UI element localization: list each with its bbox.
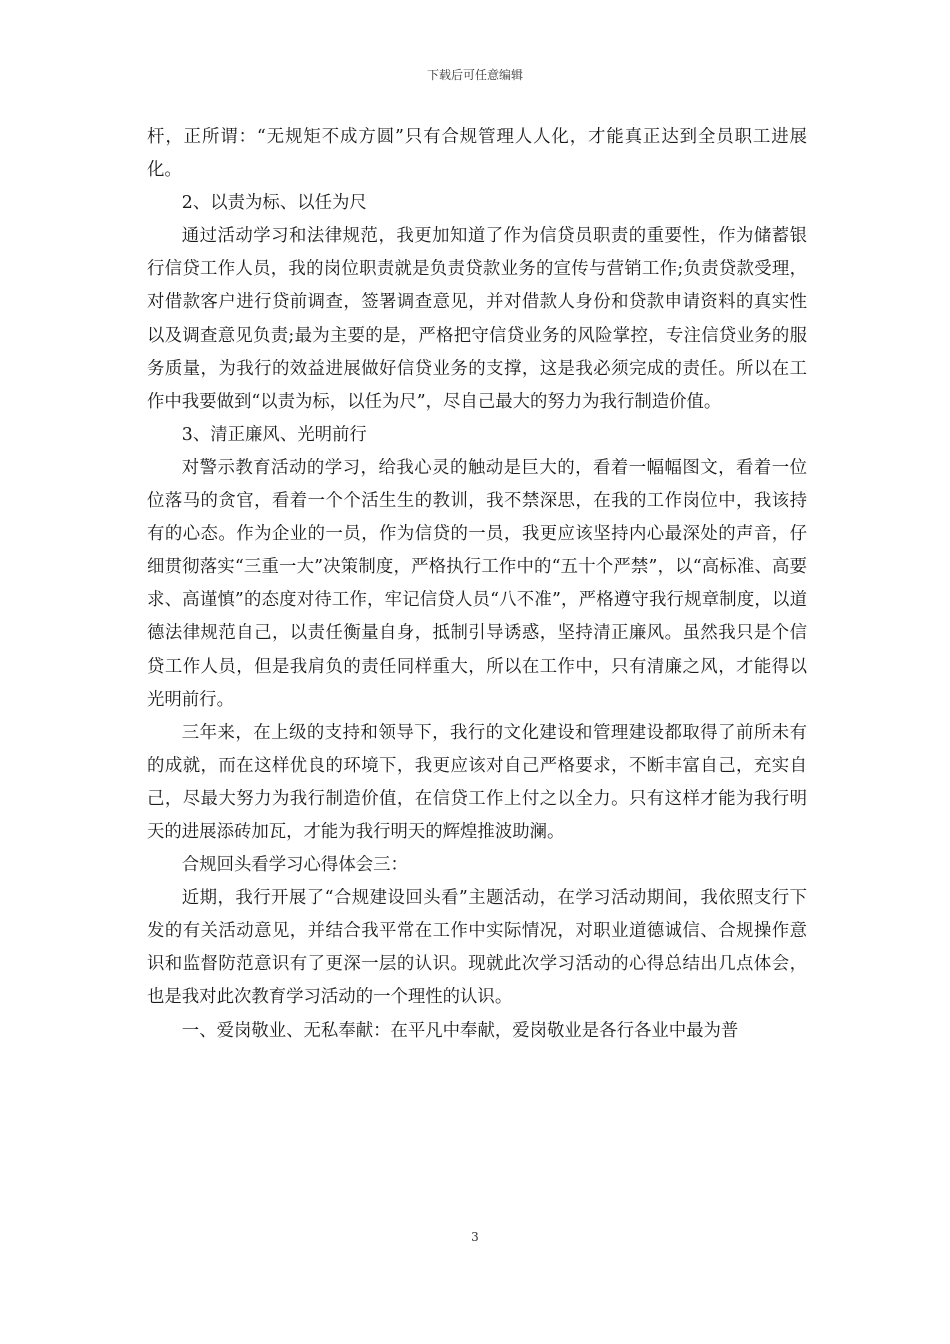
paragraph: 杆，正所谓：“无规矩不成方圆”只有合规管理人人化，才能真正达到全员职工进展化。: [147, 127, 807, 181]
paragraph: 通过活动学习和法律规范，我更加知道了作为信贷员职责的重要性，作为储蓄银行信贷工作人员，我的岗位职责就是负责贷款业务的宣传与营销工作;负责贷款受理，对借款客户进行贷前调查，签署调查意见，并对借款人身份和贷款申请资料的真实性以及调查意见负责;最为主要的是，严格把守信贷业务的风险掌控，专注信贷业务的服务质量，为我行的效益进展做好信贷业务的支撑，这是我必须完成的责任。所以在工作中我要做到“以责为标，以任为尺”，尽自己最大的努力为我行制造价值。: [147, 226, 807, 412]
page-number: 3: [471, 1230, 479, 1244]
paragraph: 对警示教育活动的学习，给我心灵的触动是巨大的，看着一幅幅图文，看着一位位落马的贪官，看着一个个活生生的教训，我不禁深思，在我的工作岗位中，我该持有的心态。作为企业的一员，作为信贷的一员，我更应该坚持内心最深处的声音，仔细贯彻落实“三重一大”决策制度，严格执行工作中的“五十个严禁”，以“高标准、高要求、高谨慎”的态度对待工作，牢记信贷人员“八不准”，严格遵守我行规章制度，以道德法律规范自己，以责任衡量自身，抵制引导诱惑，坚持清正廉风。虽然我只是个信贷工作人员，但是我肩负的责任同样重大，所以在工作中，只有清廉之风，才能得以光明前行。: [147, 457, 807, 710]
section-heading: 合规回头看学习心得体会三：: [181, 855, 408, 876]
document-body: [147, 121, 807, 1048]
section-heading: 2、以责为标、以任为尺: [181, 193, 367, 214]
page-header: 下载后可任意编辑: [426, 68, 523, 82]
paragraph: 近期，我行开展了“合规建设回头看”主题活动，在学习活动期间，我依照支行下发的有关活动意见，并结合我平常在工作中实际情况，对职业道德诚信、合规操作意识和监督防范意识有了更深一层的认识。现就此次学习活动的心得总结出几点体会，也是我对此次教育学习活动的一个理性的认识。: [147, 888, 807, 1008]
paragraph: 三年来，在上级的支持和领导下，我行的文化建设和管理建设都取得了前所未有的成就，而在这样优良的环境下，我更应该对自己严格要求，不断丰富自己，充实自己，尽最大努力为我行制造价值，在信贷工作上付之以全力。只有这样才能为我行明天的进展添砖加瓦，才能为我行明天的辉煌推波助澜。: [147, 722, 807, 842]
paragraph: 一、爱岗敬业、无私奉献：在平凡中奉献，爱岗敬业是各行各业中最为普: [181, 1020, 739, 1041]
section-heading: 3、清正廉风、光明前行: [181, 424, 367, 445]
